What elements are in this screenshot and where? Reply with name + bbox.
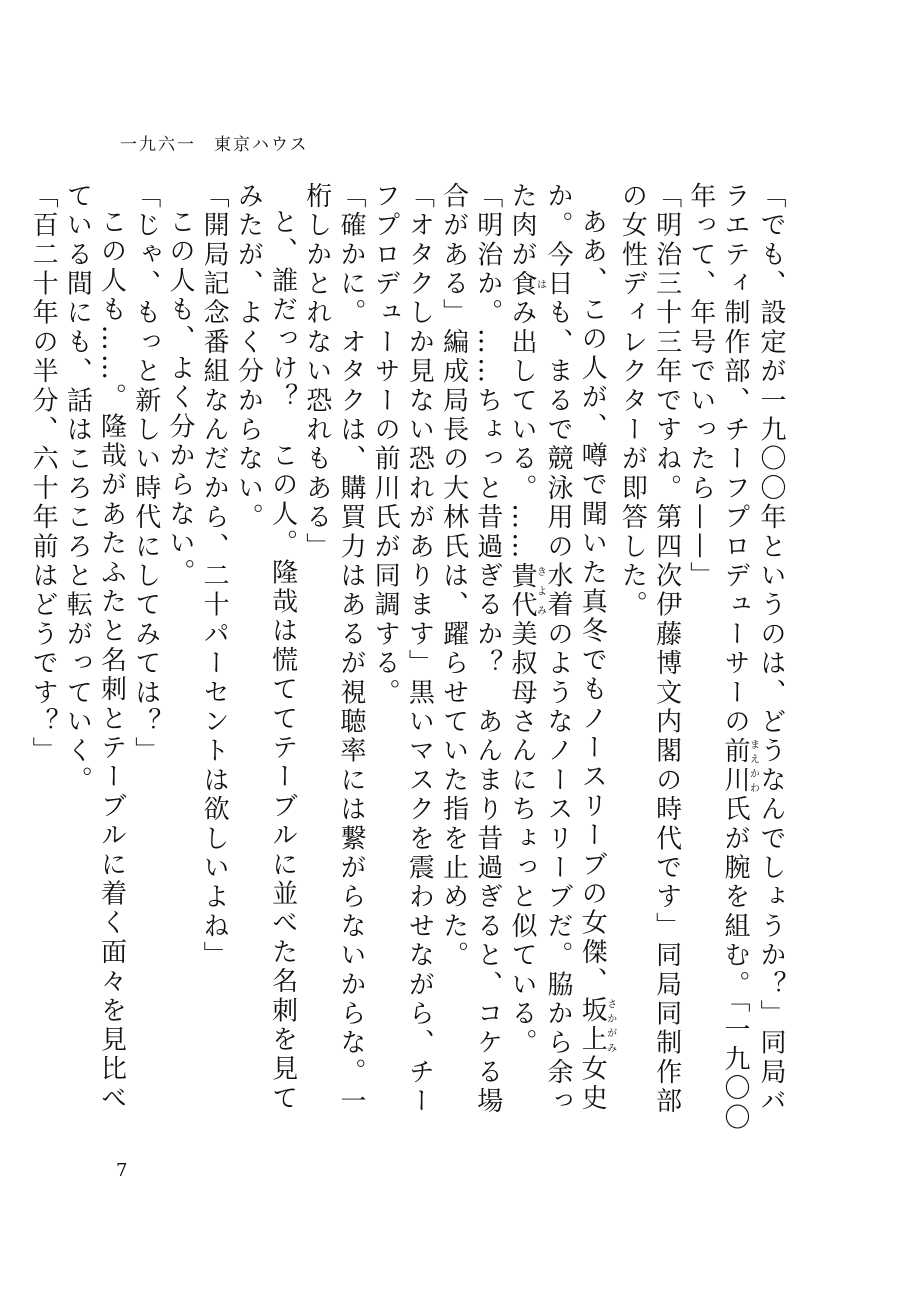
paragraph: と、誰だっけ？ この人。隆哉は慌ててテーブルに並べた名刺を見てみたが、よく分からない。 (233, 182, 298, 1114)
paragraph: 「オタクしか見ない恐れがあります」黒いマスクを震わせながら、チーフプロデューサーの前川氏が同調する。 (370, 182, 435, 1117)
paragraph: この人も、よく分からない。 (164, 208, 195, 588)
paragraph: 「じゃ、もっと新しい時代にしてみては？」 (130, 182, 161, 766)
chapter-label: 一九六一 (120, 135, 196, 155)
paragraph: 「百二十年の半分、六十年前はどうです？」 (28, 182, 59, 766)
paragraph: 「でも、設定が一九〇〇年というのは、どうなんでしょうか？」同局バラエティ制作部、チーフプロデューサーの前川まえかわ氏が腕を組む。「一九〇〇年って、年号でいったら——」 (685, 182, 786, 1133)
furigana: 前川まえかわ (720, 736, 759, 796)
paragraph: 「開局記念番組なんだから、二十パーセントは欲しいよね」 (199, 182, 230, 971)
paragraph: 「確かに。オタクは、購買力はあるが視聴率には繋がらないからな。一桁しかとれない恐れもある」 (301, 182, 366, 1117)
paragraph: ああ、この人が、噂で聞いた真冬でもノースリーブの女傑、坂上さかがみ女史か。今日も、まるで競泳用の水着のようなノースリーブだ。脇から余った肉が食はみ出している。……貴代きよみ美叔母さんにちょっと似ている。 (506, 182, 616, 1117)
furigana: 貴代きよみ (506, 561, 546, 621)
paragraph: この人も……。隆哉があたふたと名刺とテーブルに着く面々を見比べている間にも、話はころころと転がっていく。 (62, 182, 127, 1114)
paragraph: 「明治か。……ちょっと昔過ぎるか？ あんまり昔過ぎると、コケる場合がある」編成局長の大林氏は、躍らせていた指を止めた。 (438, 182, 503, 1117)
paragraph: 「明治三十三年ですね。第四次伊藤博文内閣の時代です」同局同制作部の女性ディレクターが即答した。 (617, 182, 682, 1117)
furigana: 食は (506, 269, 546, 299)
page-number: 7 (116, 1160, 128, 1181)
body-text (28, 182, 788, 1142)
running-header (120, 130, 309, 155)
chapter-title: 東京ハウス (214, 135, 309, 155)
furigana: 坂上さかがみ (577, 996, 616, 1055)
